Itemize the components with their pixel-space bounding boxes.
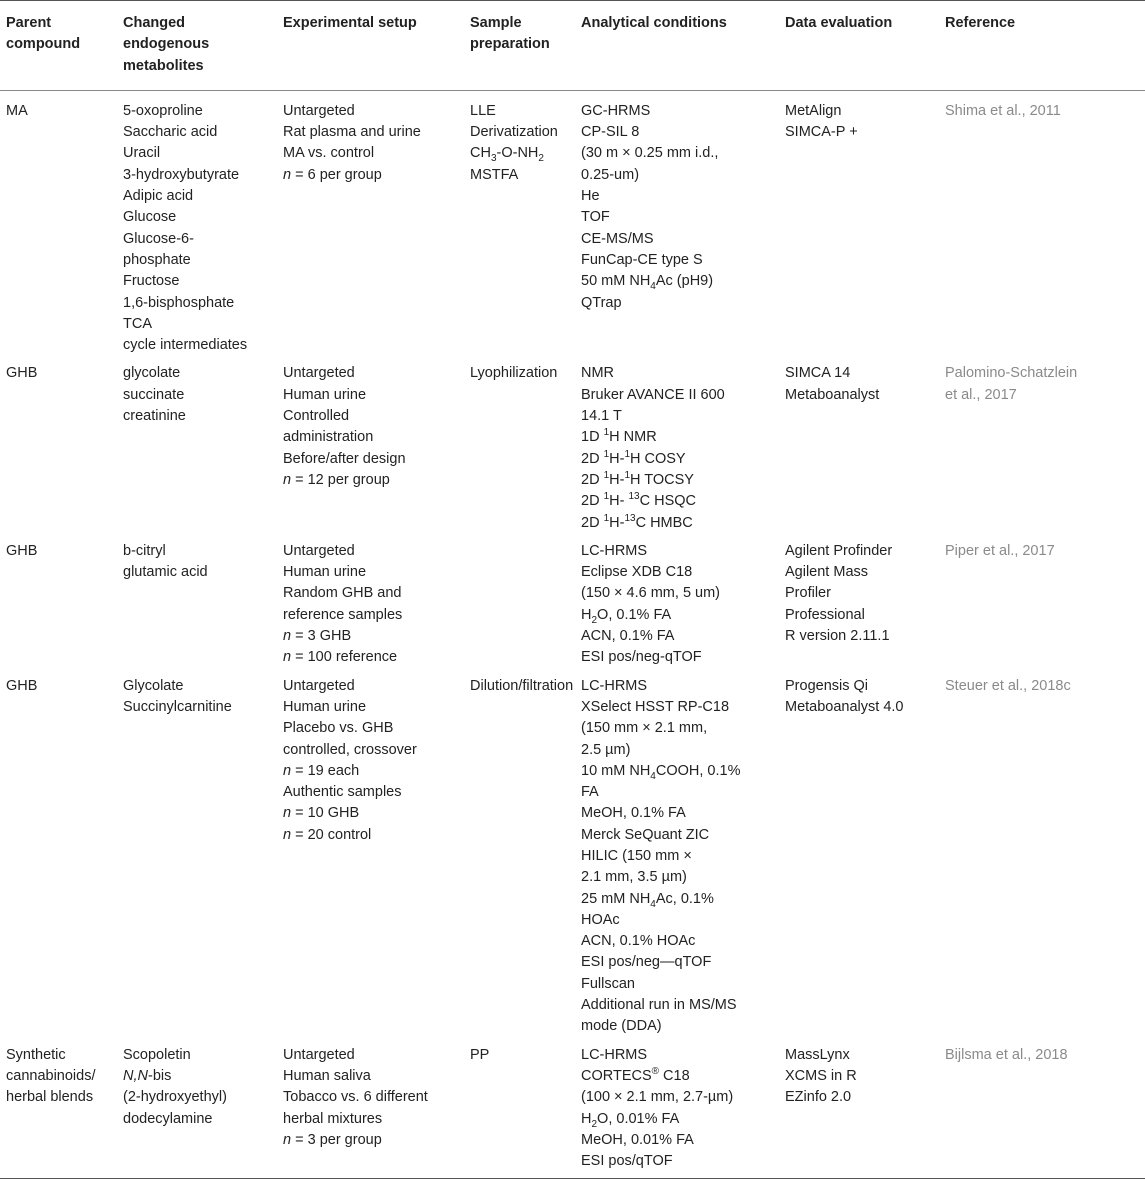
cell-line: Untargeted <box>283 1046 355 1063</box>
table-row <box>0 534 1145 669</box>
cell-parent-compound <box>0 356 117 533</box>
cell-line: Fullscan <box>581 975 635 992</box>
cell-line: MeOH, 0.1% FA <box>581 805 686 822</box>
cell-line: Steuer et al., 2018c <box>945 677 1071 694</box>
cell-reference-link[interactable] <box>939 90 1145 356</box>
cell-experimental-setup <box>277 356 464 533</box>
cell-sample-preparation <box>464 1038 575 1179</box>
cell-line: 5-oxoproline <box>123 102 203 119</box>
cell-line: Palomino-Schatzlein <box>945 365 1078 382</box>
cell-data-evaluation <box>779 534 939 669</box>
cell-line: n = 3 per group <box>283 1131 382 1148</box>
cell-line: 1,6-bisphosphate <box>123 294 235 311</box>
cell-line: 2.5 µm) <box>581 741 631 758</box>
cell-line: Authentic samples <box>283 784 402 801</box>
cell-line: Before/after design <box>283 450 406 467</box>
cell-line: Agilent Profinder <box>785 542 893 559</box>
cell-line: Data evaluation <box>785 15 893 31</box>
cell-line: MetAlign <box>785 102 842 119</box>
cell-analytical-conditions <box>575 534 779 669</box>
cell-line: $H_2O$, 0.1% FA <box>581 606 672 626</box>
cell-line: Agilent Mass <box>785 564 869 581</box>
cell-line: (150 × 4.6 mm, 5 um) <box>581 585 721 602</box>
cell-line: LLE <box>470 102 496 119</box>
cell-line: creatinine <box>123 408 186 425</box>
cell-line: NMR <box>581 365 615 382</box>
table-row <box>0 669 1145 1038</box>
cell-line: n = 100 reference <box>283 649 398 666</box>
cell-line: dodecylamine <box>123 1110 213 1127</box>
cell-line: Derivatization <box>470 124 558 141</box>
cell-line: MA <box>6 102 28 119</box>
header-parent-compound <box>0 1 117 91</box>
cell-line: Glycolate <box>123 677 184 694</box>
cell-line: ACN, 0.1% FA <box>581 628 675 645</box>
cell-line: Uracil <box>123 145 161 162</box>
cell-line: MSTFA <box>470 166 519 183</box>
cell-analytical-conditions <box>575 1038 779 1179</box>
cell-line: Untargeted <box>283 102 355 119</box>
cell-line: Progensis Qi <box>785 677 869 694</box>
cell-line: FA <box>581 784 599 801</box>
cell-line: MassLynx <box>785 1046 850 1063</box>
cell-analytical-conditions <box>575 669 779 1038</box>
cell-line: QTrap <box>581 294 622 311</box>
cell-line: 2.1 mm, 3.5 µm) <box>581 869 687 886</box>
cell-line: Professional <box>785 606 865 623</box>
table-row <box>0 1038 1145 1179</box>
cell-line: Human urine <box>283 386 367 403</box>
cell-experimental-setup <box>277 1038 464 1179</box>
cell-line: ESI pos/neg—qTOF <box>581 954 712 971</box>
cell-line: GHB <box>6 542 38 559</box>
cell-line: 2D $^1$H-$^1$H COSY <box>581 448 686 467</box>
cell-line: Untargeted <box>283 542 355 559</box>
cell-line: succinate <box>123 386 185 403</box>
cell-reference-link[interactable] <box>939 356 1145 533</box>
cell-reference-link[interactable] <box>939 669 1145 1038</box>
cell-line: Metaboanalyst <box>785 386 880 403</box>
cell-line: CE-MS/MS <box>581 230 654 247</box>
cell-line: TOF <box>581 209 610 226</box>
cell-line: glycolate <box>123 365 181 382</box>
cell-sample-preparation <box>464 669 575 1038</box>
header-changed-metabolites <box>117 1 277 91</box>
cell-line: TCA <box>123 315 152 332</box>
cell-line: GC-HRMS <box>581 102 651 119</box>
cell-line: $H_2O$, 0.01% FA <box>581 1110 680 1130</box>
cell-line: metabolites <box>123 57 204 74</box>
cell-line: n = 10 GHB <box>283 805 360 822</box>
cell-changed-metabolites <box>117 1038 277 1179</box>
cell-line: (150 mm × 2.1 mm, <box>581 720 708 737</box>
cell-line: endogenous <box>123 36 210 53</box>
header-row <box>0 1 1145 91</box>
cell-line: Human urine <box>283 564 367 581</box>
cell-line: Glucose <box>123 209 177 226</box>
cell-line: 2D $^1$H-$^{13}$C HMBC <box>581 512 693 531</box>
cell-parent-compound <box>0 669 117 1038</box>
cell-line: Adipic acid <box>123 188 194 205</box>
cell-line: MeOH, 0.01% FA <box>581 1131 694 1148</box>
header-analytical-conditions <box>575 1 779 91</box>
cell-line: LC-HRMS <box>581 1046 648 1063</box>
cell-experimental-setup <box>277 90 464 356</box>
cell-line: 2D $^1$H-$^1$H TOCSY <box>581 470 694 488</box>
header-sample-preparation <box>464 1 575 91</box>
cell-line: R version 2.11.1 <box>785 628 890 645</box>
cell-line: Human saliva <box>283 1067 371 1084</box>
cell-line: SIMCA 14 <box>785 365 851 382</box>
cell-line: mode (DDA) <box>581 1018 662 1035</box>
cell-reference-link[interactable] <box>939 534 1145 669</box>
cell-line: 3-hydroxybutyrate <box>123 166 240 183</box>
cell-line: Glucose-6- <box>123 230 194 247</box>
cell-line: XSelect HSST RP-C18 <box>581 698 730 715</box>
cell-line: Saccharic acid <box>123 124 218 141</box>
cell-line: Parent <box>6 15 52 31</box>
header-experimental-setup <box>277 1 464 91</box>
cell-sample-preparation <box>464 356 575 533</box>
table-header <box>0 1 1145 91</box>
cell-line: Bijlsma et al., 2018 <box>945 1046 1068 1063</box>
cell-line: Analytical conditions <box>581 15 727 31</box>
cell-line: Bruker AVANCE II 600 <box>581 386 725 403</box>
cell-analytical-conditions <box>575 356 779 533</box>
cell-line: Reference <box>945 15 1016 31</box>
cell-line: herbal mixtures <box>283 1110 383 1127</box>
cell-line: XCMS in R <box>785 1067 857 1084</box>
cell-line: controlled, crossover <box>283 741 417 758</box>
cell-sample-preparation <box>464 90 575 356</box>
cell-line: preparation <box>470 36 550 53</box>
cell-parent-compound <box>0 534 117 669</box>
cell-parent-compound <box>0 1038 117 1179</box>
cell-line: Merck SeQuant ZIC <box>581 826 710 843</box>
cell-line: Succinylcarnitine <box>123 698 232 715</box>
cell-line: 0.25-um) <box>581 166 640 183</box>
cell-line: n = 20 control <box>283 826 372 843</box>
cell-line: Fructose <box>123 273 180 290</box>
cell-line: GHB <box>6 677 38 694</box>
cell-line: $CH_3-O-NH_2$ <box>470 145 544 165</box>
cell-line: Shima et al., 2011 <box>945 102 1061 119</box>
cell-line: 2D $^1$H- $^{13}$C HSQC <box>581 491 697 510</box>
cell-line: Controlled <box>283 408 350 425</box>
cell-line: cycle intermediates <box>123 337 248 354</box>
cell-line: Scopoletin <box>123 1046 191 1063</box>
cell-line: EZinfo 2.0 <box>785 1089 852 1106</box>
cell-line: Additional run in MS/MS <box>581 997 737 1014</box>
cell-line: SIMCA-P + <box>785 124 858 141</box>
cell-line: 1D $^1$H NMR <box>581 427 657 446</box>
cell-line: HOAc <box>581 911 620 928</box>
cell-line: herbal blends <box>6 1089 94 1106</box>
cell-line: (30 m × 0.25 mm i.d., <box>581 145 719 162</box>
cell-experimental-setup <box>277 669 464 1038</box>
cell-line: Experimental setup <box>283 15 417 31</box>
cell-line: Placebo vs. GHB <box>283 720 394 737</box>
cell-line: HILIC (150 mm × <box>581 847 692 864</box>
cell-line: Profiler <box>785 585 831 602</box>
cell-line: cannabinoids/ <box>6 1067 96 1084</box>
cell-reference-link[interactable] <box>939 1038 1145 1179</box>
cell-line: Human urine <box>283 698 367 715</box>
cell-analytical-conditions <box>575 90 779 356</box>
cell-data-evaluation <box>779 669 939 1038</box>
cell-line: 50 mM $NH_4Ac$ (pH9) <box>581 273 714 293</box>
cell-line: b-citryl <box>123 542 166 559</box>
cell-line: LC-HRMS <box>581 677 648 694</box>
cell-line: n = 3 GHB <box>283 628 352 645</box>
cell-line: 10 mM $NH_4COOH$, 0.1% <box>581 762 741 782</box>
cell-changed-metabolites <box>117 669 277 1038</box>
cell-experimental-setup <box>277 534 464 669</box>
cell-line: N,N-bis <box>123 1067 172 1084</box>
cell-data-evaluation <box>779 356 939 533</box>
cell-changed-metabolites <box>117 90 277 356</box>
cell-line: Metaboanalyst 4.0 <box>785 698 904 715</box>
cell-data-evaluation <box>779 90 939 356</box>
cell-line: LC-HRMS <box>581 542 648 559</box>
cell-line: CP-SIL 8 <box>581 124 640 141</box>
cell-line: Rat plasma and urine <box>283 124 421 141</box>
cell-line: compound <box>6 36 81 53</box>
cell-line: MA vs. control <box>283 145 375 162</box>
cell-line: Lyophilization <box>470 365 558 382</box>
cell-line: ESI pos/qTOF <box>581 1153 673 1170</box>
cell-line: Piper et al., 2017 <box>945 542 1055 559</box>
cell-line: phosphate <box>123 251 191 268</box>
cell-line: FunCap-CE type S <box>581 251 703 268</box>
table-row <box>0 90 1145 356</box>
cell-line: n = 19 each <box>283 762 360 779</box>
cell-line: 14.1 T <box>581 408 622 425</box>
cell-line: glutamic acid <box>123 564 208 581</box>
cell-line: administration <box>283 429 374 446</box>
cell-line: n = 12 per group <box>283 471 390 488</box>
table-row <box>0 356 1145 533</box>
cell-line: ACN, 0.1% HOAc <box>581 933 696 950</box>
cell-line: n = 6 per group <box>283 166 382 183</box>
cell-line: et al., 2017 <box>945 386 1017 403</box>
cell-line: Untargeted <box>283 365 355 382</box>
cell-line: CORTECS® C18 <box>581 1066 690 1084</box>
cell-sample-preparation <box>464 534 575 669</box>
cell-data-evaluation <box>779 1038 939 1179</box>
cell-line: 25 mM $NH_4Ac$, 0.1% <box>581 890 714 910</box>
cell-line: Changed <box>123 15 186 31</box>
cell-line: Random GHB and <box>283 585 402 602</box>
cell-line: ESI pos/neg-qTOF <box>581 649 702 666</box>
header-data-evaluation <box>779 1 939 91</box>
cell-line: Dilution/filtration <box>470 677 574 694</box>
cell-line: Sample <box>470 15 522 31</box>
cell-line: Eclipse XDB C18 <box>581 564 693 581</box>
cell-line: Tobacco vs. 6 different <box>283 1089 428 1106</box>
cell-line: reference samples <box>283 606 403 623</box>
cell-line: (2-hydroxyethyl) <box>123 1089 227 1106</box>
cell-changed-metabolites <box>117 534 277 669</box>
cell-line: GHB <box>6 365 38 382</box>
cell-changed-metabolites <box>117 356 277 533</box>
cell-line: He <box>581 188 600 205</box>
cell-line: (100 × 2.1 mm, 2.7-µm) <box>581 1089 734 1106</box>
cell-parent-compound <box>0 90 117 356</box>
cell-line: PP <box>470 1046 490 1063</box>
header-reference <box>939 1 1145 91</box>
table-body <box>0 90 1145 1179</box>
cell-line: Untargeted <box>283 677 355 694</box>
cell-line: Synthetic <box>6 1046 66 1063</box>
